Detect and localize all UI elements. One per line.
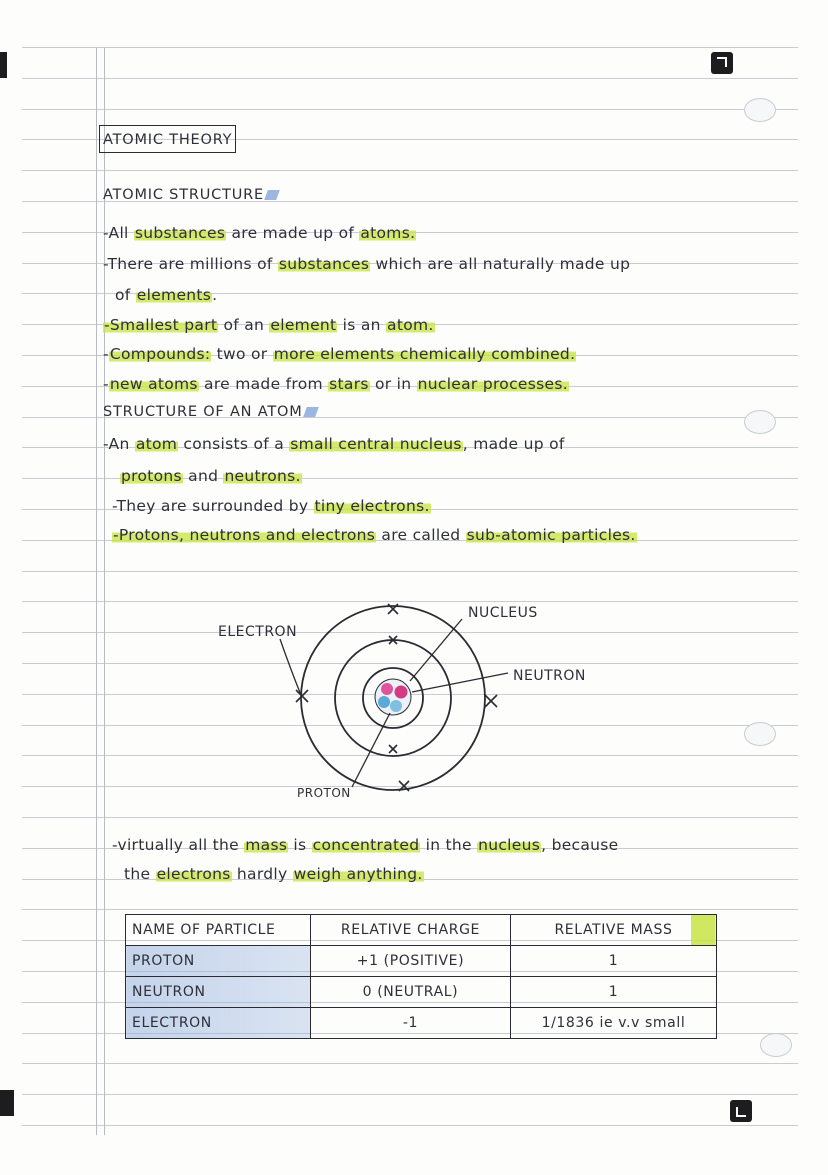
note-line-1: -All substances are made up of atoms. — [103, 224, 416, 242]
neutron-particle-blue — [390, 700, 402, 712]
ruled-line — [22, 571, 798, 572]
table-cell: 0 (NEUTRAL) — [311, 977, 511, 1008]
table-header: RELATIVE CHARGE — [311, 915, 511, 946]
table-cell: 1/1836 ie v.v small — [510, 1008, 716, 1039]
section-heading-atomic-structure: ATOMIC STRUCTURE — [103, 188, 278, 203]
table-cell: +1 (POSITIVE) — [311, 946, 511, 977]
ruled-line — [22, 817, 798, 818]
note-line-7: -An atom consists of a small central nucleus, made up of — [103, 435, 565, 453]
table-header: NAME OF PARTICLE — [126, 915, 311, 946]
ruled-line — [22, 170, 798, 171]
neutron-particle — [395, 686, 408, 699]
label-electron: ELECTRON — [218, 624, 298, 640]
scan-corner-marker — [711, 52, 733, 74]
proton-particle-blue — [378, 696, 390, 708]
table-row — [126, 946, 717, 977]
atom-diagram — [200, 595, 640, 810]
title-box — [99, 125, 236, 153]
label-nucleus: NUCLEUS — [468, 605, 538, 621]
mass-note-line-2: the electrons hardly weigh anything. — [124, 865, 423, 883]
note-line-6: -new atoms are made from stars or in nuclear processes. — [103, 375, 568, 393]
ruled-line — [22, 47, 798, 48]
binder-hole — [760, 1033, 792, 1057]
particle-table — [125, 914, 717, 1039]
note-line-4: -Smallest part of an element is an atom. — [104, 316, 434, 334]
margin-line-inner — [104, 48, 105, 1135]
note-line-5: -Compounds: two or more elements chemically combined. — [103, 345, 576, 363]
table-cell: 1 — [510, 977, 716, 1008]
note-line-9: -They are surrounded by tiny electrons. — [112, 497, 430, 515]
mass-note-line-1: -virtually all the mass is concentrated in the nucleus, because — [112, 836, 619, 854]
binder-hole — [744, 410, 776, 434]
table-cell: 1 — [510, 946, 716, 977]
table-header: RELATIVE MASS — [510, 915, 716, 946]
ruled-line — [22, 1125, 798, 1126]
section-heading-structure-of-atom: STRUCTURE OF AN ATOM — [103, 405, 317, 420]
label-neutron: NEUTRON — [513, 668, 586, 684]
ruled-line — [22, 1094, 798, 1095]
note-line-8: protons and neutrons. — [121, 467, 301, 485]
table-cell: NEUTRON — [126, 977, 311, 1008]
note-line-10: -Protons, neutrons and electrons are called sub-atomic particles. — [113, 526, 636, 544]
table-cell: ELECTRON — [126, 1008, 311, 1039]
scan-corner-marker — [730, 1100, 752, 1122]
ruled-line — [22, 78, 798, 79]
binder-hole — [744, 722, 776, 746]
ruled-line — [22, 1063, 798, 1064]
note-line-3: of elements. — [115, 286, 218, 304]
table-row — [126, 1008, 717, 1039]
binder-hole — [744, 98, 776, 122]
table-cell: -1 — [311, 1008, 511, 1039]
note-line-2: -There are millions of substances which are all naturally made up — [103, 255, 631, 273]
table-cell: PROTON — [126, 946, 311, 977]
ruled-line — [22, 109, 798, 110]
scan-edge-marker — [0, 1090, 14, 1116]
ruled-line — [22, 909, 798, 910]
scan-edge-marker — [0, 52, 7, 78]
table-header-row — [126, 915, 717, 946]
proton-particle — [381, 683, 393, 695]
page-title: ATOMIC THEORY — [103, 132, 233, 148]
margin-line — [96, 48, 97, 1135]
label-proton: PROTON — [297, 786, 351, 800]
table-row — [126, 977, 717, 1008]
